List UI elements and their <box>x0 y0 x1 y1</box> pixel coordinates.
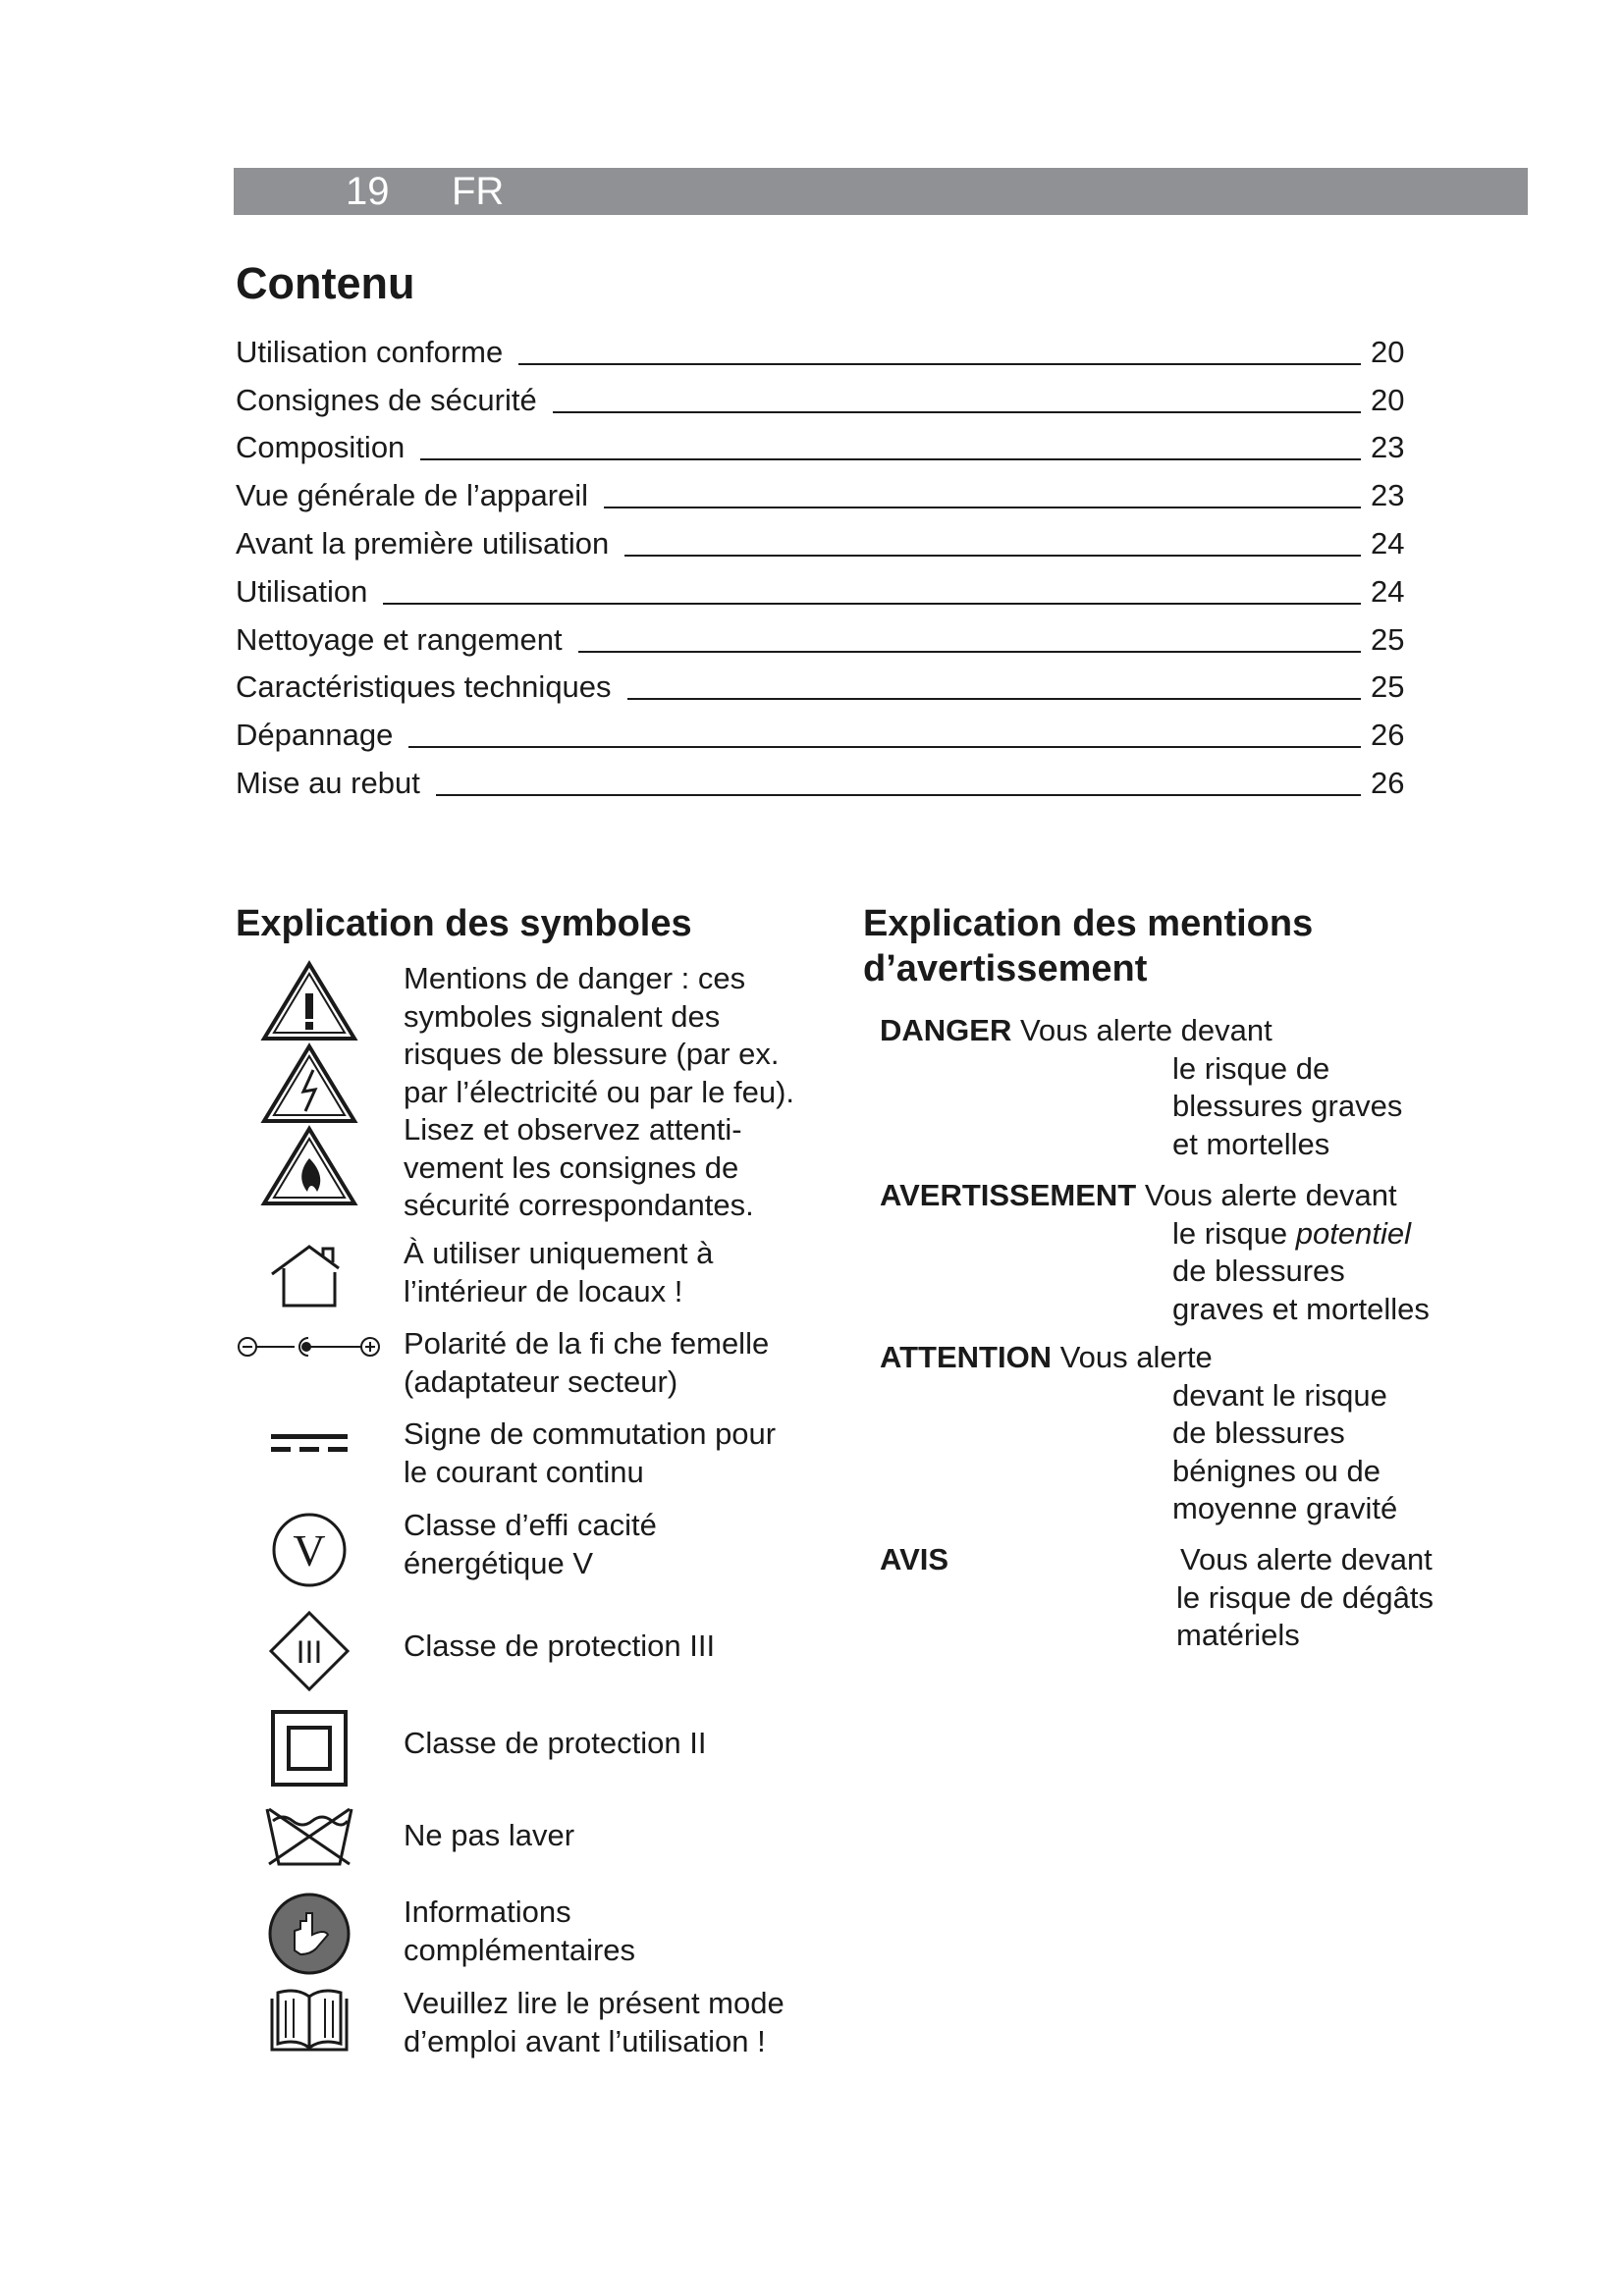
toc-leader-line <box>578 650 1361 653</box>
polarity-icon <box>236 1335 383 1359</box>
warning-text-line: bénignes ou de <box>1172 1453 1381 1488</box>
warning-text-line: et mortelles <box>1172 1126 1330 1161</box>
table-of-contents <box>236 324 1414 803</box>
text-line: par l’électricité ou par le feu). <box>404 1074 795 1109</box>
indoor-house-icon <box>236 1243 383 1309</box>
warning-italic-text: potentiel <box>1295 1215 1412 1251</box>
symbol-row-do-not-wash <box>236 1809 825 1888</box>
text-line: Veuillez lire le présent mode <box>404 1986 785 2020</box>
symbol-protection-ii-description <box>404 1725 855 1763</box>
toc-entry[interactable] <box>236 563 1414 612</box>
toc-entry-page: 20 <box>1371 382 1405 417</box>
toc-leader-line <box>624 554 1361 557</box>
warning-keyword: DANGER <box>880 1013 1012 1047</box>
toc-leader-line <box>518 362 1361 365</box>
text-line: énergétique V <box>404 1545 594 1580</box>
text-line: Polarité de la fi che femelle <box>404 1326 770 1361</box>
text-line: Signe de commutation pour <box>404 1416 777 1451</box>
toc-entry[interactable] <box>236 755 1414 803</box>
toc-entry[interactable] <box>236 707 1414 755</box>
danger-triangles-icon <box>236 960 383 1210</box>
toc-entry-label: Utilisation <box>236 573 368 609</box>
toc-title: Contenu <box>236 258 415 308</box>
page-header-bar <box>234 168 1528 215</box>
warning-text: Vous alerte devant <box>1011 1013 1272 1047</box>
protection-class-iii-icon <box>236 1610 383 1692</box>
toc-entry-page: 23 <box>1371 430 1405 465</box>
toc-entry-label: Vue générale de l’appareil <box>236 478 589 513</box>
read-manual-book-icon <box>236 1987 383 2056</box>
toc-entry[interactable] <box>236 467 1414 515</box>
symbol-efficiency-description <box>404 1507 855 1582</box>
toc-entry-page: 26 <box>1371 718 1405 753</box>
warning-text-line: de blessures <box>1172 1254 1345 1288</box>
warning-text: Vous alerte <box>1052 1340 1213 1374</box>
toc-entry-label: Mise au rebut <box>236 765 420 800</box>
toc-entry-label: Utilisation conforme <box>236 334 504 369</box>
text-line: le courant continu <box>404 1454 644 1489</box>
toc-entry-label: Avant la première utilisation <box>236 525 610 561</box>
text-line: Classe de protection III <box>404 1629 716 1663</box>
symbols-section-title: Explication des symboles <box>236 903 692 944</box>
symbol-dc-description <box>404 1415 855 1491</box>
warning-danger <box>880 1012 1489 1163</box>
title-line: d’avertissement <box>863 948 1148 989</box>
toc-entry-label: Dépannage <box>236 718 394 753</box>
text-line: Informations <box>404 1895 571 1929</box>
text-line: sécurité correspondantes. <box>404 1188 754 1222</box>
language-code: FR <box>452 170 505 213</box>
protection-class-ii-icon <box>236 1709 383 1788</box>
symbol-row-efficiency <box>236 1507 825 1595</box>
toc-entry[interactable] <box>236 372 1414 420</box>
warning-text-line: blessures graves <box>1172 1089 1403 1123</box>
warning-attention <box>880 1339 1489 1528</box>
toc-entry[interactable] <box>236 660 1414 708</box>
warning-text-line: le risque de <box>1172 1050 1330 1086</box>
toc-leader-line <box>436 793 1361 796</box>
warning-keyword: AVERTISSEMENT <box>880 1178 1137 1212</box>
efficiency-class-v-icon <box>236 1511 383 1589</box>
symbol-info-description <box>404 1894 855 1969</box>
warning-text-line: de blessures <box>1172 1415 1345 1450</box>
toc-leader-line <box>604 506 1361 508</box>
toc-entry-page: 25 <box>1371 621 1405 657</box>
warning-text-line: le risque de dégâts <box>1176 1579 1434 1615</box>
symbol-polarity-description <box>404 1325 855 1401</box>
efficiency-icon-label: V <box>293 1525 326 1575</box>
toc-entry-page: 24 <box>1371 525 1405 561</box>
warnings-section-title <box>863 901 1472 991</box>
warning-text-line <box>880 1215 1489 1254</box>
symbol-indoor-description <box>404 1235 855 1310</box>
do-not-wash-icon <box>236 1803 383 1868</box>
symbol-do-not-wash-description <box>404 1817 855 1855</box>
toc-entry[interactable] <box>236 612 1414 660</box>
text-line: Mentions de danger : ces <box>404 961 746 995</box>
symbol-row-polarity <box>236 1325 825 1404</box>
text-line: l’intérieur de locaux ! <box>404 1273 683 1308</box>
symbol-row-direct-current <box>236 1415 825 1494</box>
toc-entry-page: 26 <box>1371 765 1405 800</box>
toc-entry-page: 23 <box>1371 478 1405 513</box>
text-line: Ne pas laver <box>404 1818 575 1852</box>
symbol-danger-description <box>404 960 855 1225</box>
warning-text-line: moyenne gravité <box>1172 1491 1398 1525</box>
text-line: Classe d’effi cacité <box>404 1508 657 1542</box>
warning-text-line: Vous alerte devant <box>1180 1542 1433 1576</box>
toc-leader-line <box>627 697 1361 700</box>
symbol-row-protection-iii <box>236 1620 825 1698</box>
warning-text: Vous alerte devant <box>1136 1178 1397 1212</box>
symbol-row-danger <box>236 960 825 1235</box>
warning-text: le risque <box>1172 1215 1296 1251</box>
toc-entry-page: 24 <box>1371 573 1405 609</box>
direct-current-icon <box>236 1431 383 1455</box>
symbol-row-read-manual <box>236 1985 825 2073</box>
warning-text-line: matériels <box>1176 1618 1300 1652</box>
page-number: 19 <box>346 170 390 213</box>
toc-entry-page: 25 <box>1371 669 1405 705</box>
text-line: complémentaires <box>404 1932 636 1967</box>
symbol-read-manual-description <box>404 1985 855 2060</box>
text-line: vement les consignes de <box>404 1149 739 1185</box>
text-line: À utiliser uniquement à <box>404 1236 714 1270</box>
toc-entry[interactable] <box>236 515 1414 563</box>
toc-leader-line <box>408 745 1361 748</box>
warning-text-line: graves et mortelles <box>1172 1291 1430 1326</box>
text-line: (adaptateur secteur) <box>404 1363 678 1399</box>
text-line: Lisez et observez attenti- <box>404 1112 742 1147</box>
warning-avis-text <box>1176 1541 1490 1655</box>
symbol-row-info <box>236 1890 825 1978</box>
toc-entry-label: Caractéristiques techniques <box>236 669 612 705</box>
toc-entry-label: Composition <box>236 430 406 465</box>
toc-entry-page: 20 <box>1371 334 1405 369</box>
text-line: Classe de protection II <box>404 1726 707 1760</box>
toc-leader-line <box>420 457 1361 460</box>
info-hand-icon <box>236 1892 383 1976</box>
toc-leader-line <box>383 602 1361 605</box>
text-line: symboles signalent des <box>404 998 721 1034</box>
text-line: d’emploi avant l’utilisation ! <box>404 2023 766 2058</box>
warning-keyword: AVIS <box>880 1542 949 1576</box>
warning-text-line: devant le risque <box>1172 1377 1387 1413</box>
warning-avertissement <box>880 1177 1489 1328</box>
symbol-row-indoor <box>236 1235 825 1313</box>
toc-entry-label: Nettoyage et rangement <box>236 621 563 657</box>
toc-entry[interactable] <box>236 324 1414 372</box>
symbol-row-protection-ii <box>236 1713 825 1801</box>
warning-keyword: ATTENTION <box>880 1340 1053 1374</box>
warning-avis <box>880 1541 1489 1652</box>
toc-entry[interactable] <box>236 420 1414 468</box>
title-line: Explication des mentions <box>863 903 1314 944</box>
toc-entry-label: Consignes de sécurité <box>236 382 537 417</box>
symbol-protection-iii-description <box>404 1628 855 1666</box>
text-line: risques de blessure (par ex. <box>404 1037 780 1071</box>
protection-iii-icon-label: III <box>296 1634 323 1670</box>
toc-leader-line <box>553 410 1361 413</box>
